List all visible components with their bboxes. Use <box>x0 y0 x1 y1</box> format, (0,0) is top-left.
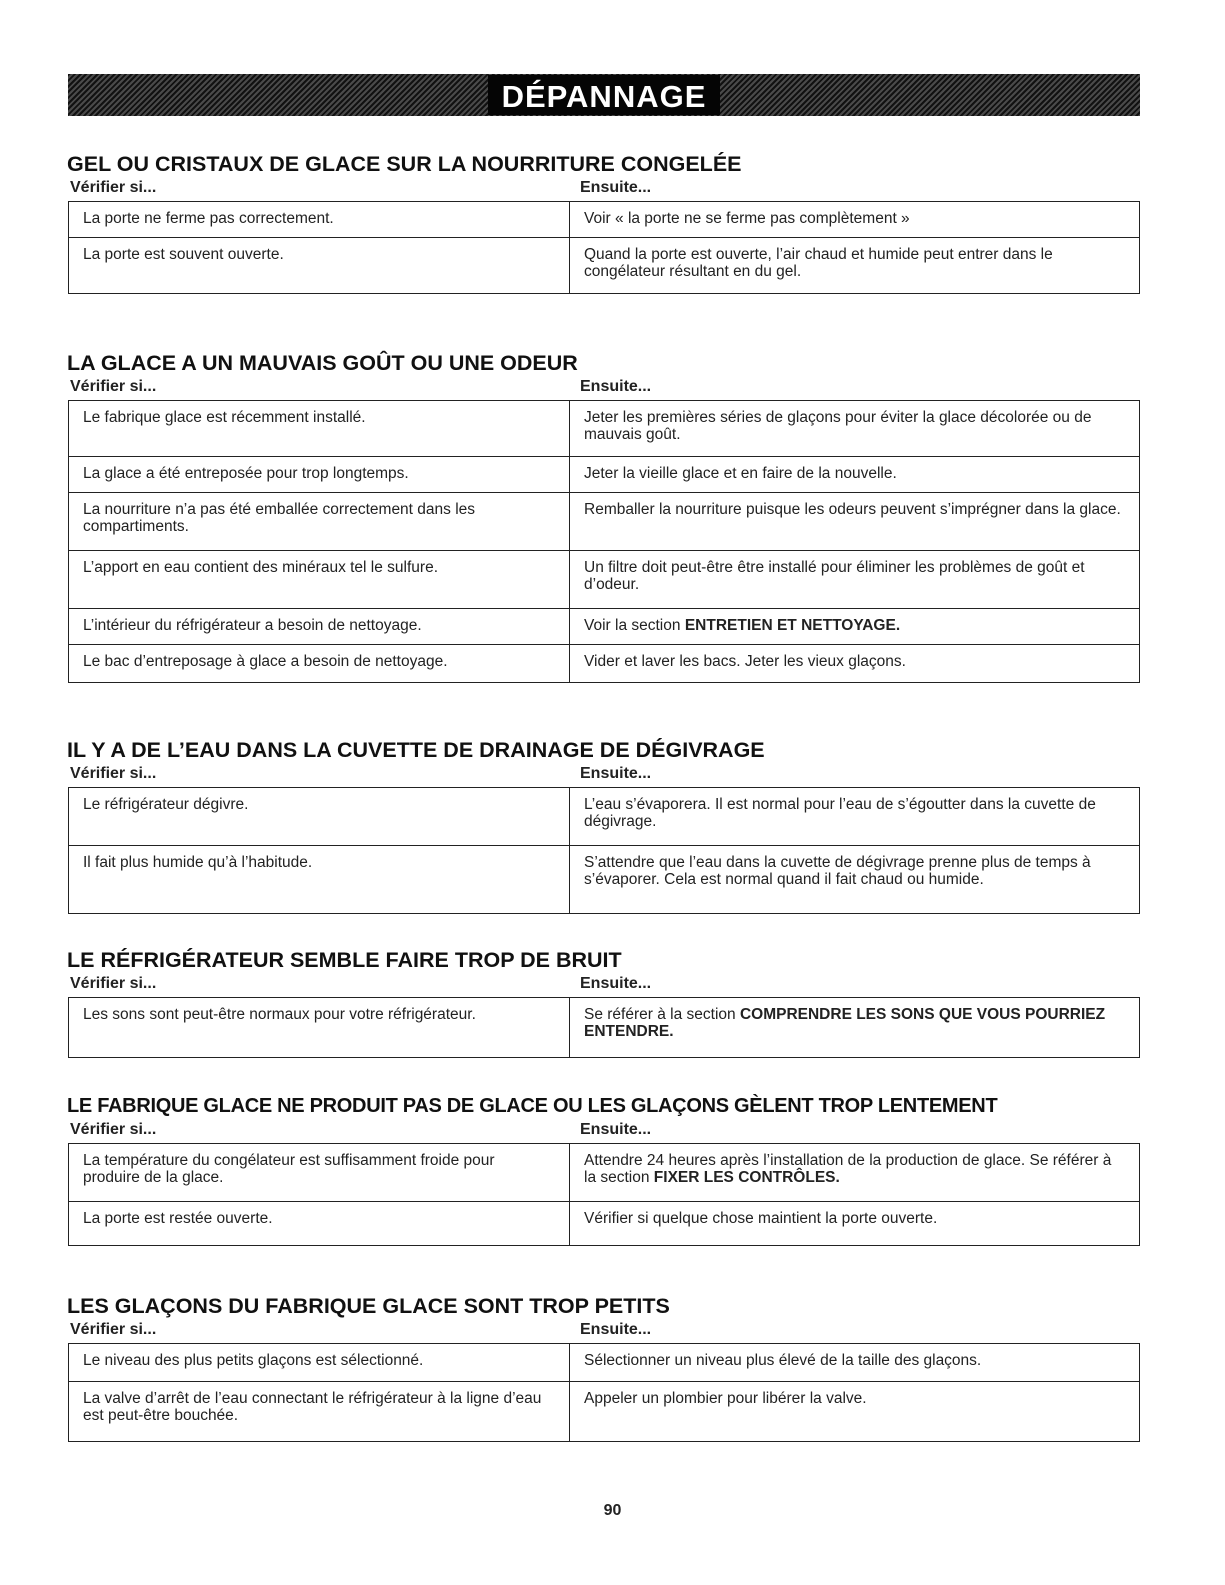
section-noisy-refrigerator <box>68 948 1140 1058</box>
column-headers <box>68 1120 1140 1140</box>
column-headers <box>68 377 1140 397</box>
then-cell <box>570 457 1140 493</box>
column-header-then: Ensuite... <box>580 1321 652 1338</box>
troubleshooting-table <box>68 201 1140 294</box>
section-frost-on-food <box>68 152 1140 294</box>
then-text: Voir la section <box>584 617 685 634</box>
then-bold-text: COMPRENDRE LES SONS QUE VOUS POURRIEZ ENTENDRE. <box>584 1006 1106 1040</box>
page-number: 90 <box>603 1502 622 1519</box>
check-cell: Le réfrigérateur dégivre. <box>69 788 570 846</box>
then-text: Jeter la vieille glace et en faire de la nouvelle. <box>584 465 897 482</box>
table-row <box>69 1202 1140 1246</box>
page-title: DÉPANNAGE <box>488 75 721 115</box>
then-text: Attendre 24 heures après l’installation de la production de glace. Se référer à la section <box>584 1152 1112 1186</box>
section-bad-taste <box>68 351 1140 683</box>
then-text: L’eau s’évaporera. Il est normal pour l’eau de s’égoutter dans la cuvette de dégivrage. <box>584 796 1096 830</box>
table-row <box>69 457 1140 493</box>
section-ice-cubes-too-small <box>68 1294 1140 1442</box>
then-text: Jeter les premières séries de glaçons pour éviter la glace décolorée ou de mauvais goût. <box>584 409 1092 443</box>
table-row <box>69 998 1140 1058</box>
column-header-check: Vérifier si... <box>70 975 157 992</box>
then-cell <box>570 238 1140 294</box>
then-cell <box>570 1144 1140 1202</box>
then-text: Voir « la porte ne se ferme pas complètement » <box>584 210 910 227</box>
check-cell: La glace a été entreposée pour trop longtemps. <box>69 457 570 493</box>
table-row <box>69 1144 1140 1202</box>
then-text: S’attendre que l’eau dans la cuvette de dégivrage prenne plus de temps à s’évaporer. Cela est normal quand il fait chaud ou humide. <box>584 854 1091 888</box>
troubleshooting-table <box>68 787 1140 914</box>
troubleshooting-table <box>68 1143 1140 1246</box>
then-text: Sélectionner un niveau plus élevé de la taille des glaçons. <box>584 1352 982 1369</box>
table-row <box>69 1344 1140 1382</box>
check-cell: La nourriture n’a pas été emballée correctement dans les compartiments. <box>69 493 570 551</box>
then-text: Vider et laver les bacs. Jeter les vieux glaçons. <box>584 653 906 670</box>
table-row <box>69 202 1140 238</box>
check-cell: Il fait plus humide qu’à l’habitude. <box>69 846 570 914</box>
column-header-then: Ensuite... <box>580 378 652 395</box>
table-row <box>69 238 1140 294</box>
section-title: LE RÉFRIGÉRATEUR SEMBLE FAIRE TROP DE BRUIT <box>67 948 622 972</box>
column-header-check: Vérifier si... <box>70 378 157 395</box>
then-cell <box>570 401 1140 457</box>
then-cell <box>570 202 1140 238</box>
check-cell: Le niveau des plus petits glaçons est sélectionné. <box>69 1344 570 1382</box>
page-banner <box>68 74 1140 116</box>
table-row <box>69 401 1140 457</box>
section-title: LA GLACE A UN MAUVAIS GOÛT OU UNE ODEUR <box>67 351 578 375</box>
table-row <box>69 551 1140 609</box>
then-cell <box>570 645 1140 683</box>
column-header-check: Vérifier si... <box>70 179 157 196</box>
section-title: LE FABRIQUE GLACE NE PRODUIT PAS DE GLACE OU LES GLAÇONS GÈLENT TROP LENTEMENT <box>67 1095 998 1117</box>
column-header-then: Ensuite... <box>580 975 652 992</box>
then-text: Quand la porte est ouverte, l’air chaud et humide peut entrer dans le congélateur résultant en du gel. <box>584 246 1053 280</box>
table-row <box>69 493 1140 551</box>
column-header-then: Ensuite... <box>580 179 652 196</box>
check-cell: L’apport en eau contient des minéraux tel le sulfure. <box>69 551 570 609</box>
section-title: IL Y A DE L’EAU DANS LA CUVETTE DE DRAINAGE DE DÉGIVRAGE <box>67 738 765 762</box>
check-cell: La température du congélateur est suffisamment froide pour produire de la glace. <box>69 1144 570 1202</box>
section-title: LES GLAÇONS DU FABRIQUE GLACE SONT TROP PETITS <box>67 1294 670 1318</box>
section-water-in-drain-pan <box>68 738 1140 914</box>
then-cell <box>570 609 1140 645</box>
then-bold-text: ENTRETIEN ET NETTOYAGE. <box>684 617 901 634</box>
column-header-check: Vérifier si... <box>70 765 157 782</box>
then-text: Remballer la nourriture puisque les odeurs peuvent s’imprégner dans la glace. <box>584 501 1121 518</box>
table-row <box>69 1382 1140 1442</box>
then-cell <box>570 846 1140 914</box>
column-header-then: Ensuite... <box>580 1121 652 1138</box>
table-row <box>69 645 1140 683</box>
then-cell <box>570 493 1140 551</box>
then-text: Appeler un plombier pour libérer la valve. <box>584 1390 867 1407</box>
then-text: Vérifier si quelque chose maintient la porte ouverte. <box>584 1210 938 1227</box>
column-header-check: Vérifier si... <box>70 1121 157 1138</box>
troubleshooting-table <box>68 400 1140 683</box>
column-headers <box>68 764 1140 784</box>
column-header-check: Vérifier si... <box>70 1321 157 1338</box>
then-cell <box>570 1382 1140 1442</box>
check-cell: La porte est souvent ouverte. <box>69 238 570 294</box>
section-icemaker-not-producing <box>68 1094 1140 1246</box>
column-headers <box>68 178 1140 198</box>
troubleshooting-table <box>68 997 1140 1058</box>
then-cell <box>570 1344 1140 1382</box>
then-cell <box>570 998 1140 1058</box>
check-cell: La porte est restée ouverte. <box>69 1202 570 1246</box>
check-cell: Les sons sont peut-être normaux pour votre réfrigérateur. <box>69 998 570 1058</box>
then-cell <box>570 788 1140 846</box>
then-text: Se référer à la section <box>584 1006 740 1023</box>
column-headers <box>68 1320 1140 1340</box>
check-cell: Le bac d’entreposage à glace a besoin de nettoyage. <box>69 645 570 683</box>
then-bold-text: FIXER LES CONTRÔLES. <box>653 1169 840 1186</box>
then-cell <box>570 551 1140 609</box>
then-text: Un filtre doit peut-être être installé pour éliminer les problèmes de goût et d’odeur. <box>584 559 1085 593</box>
check-cell: L’intérieur du réfrigérateur a besoin de nettoyage. <box>69 609 570 645</box>
check-cell: Le fabrique glace est récemment installé. <box>69 401 570 457</box>
column-header-then: Ensuite... <box>580 765 652 782</box>
troubleshooting-table <box>68 1343 1140 1442</box>
section-title: GEL OU CRISTAUX DE GLACE SUR LA NOURRITURE CONGELÉE <box>67 152 742 176</box>
table-row <box>69 846 1140 914</box>
check-cell: La valve d’arrêt de l’eau connectant le réfrigérateur à la ligne d’eau est peut-être bouchée. <box>69 1382 570 1442</box>
table-row <box>69 788 1140 846</box>
column-headers <box>68 974 1140 994</box>
table-row <box>69 609 1140 645</box>
then-cell <box>570 1202 1140 1246</box>
check-cell: La porte ne ferme pas correctement. <box>69 202 570 238</box>
